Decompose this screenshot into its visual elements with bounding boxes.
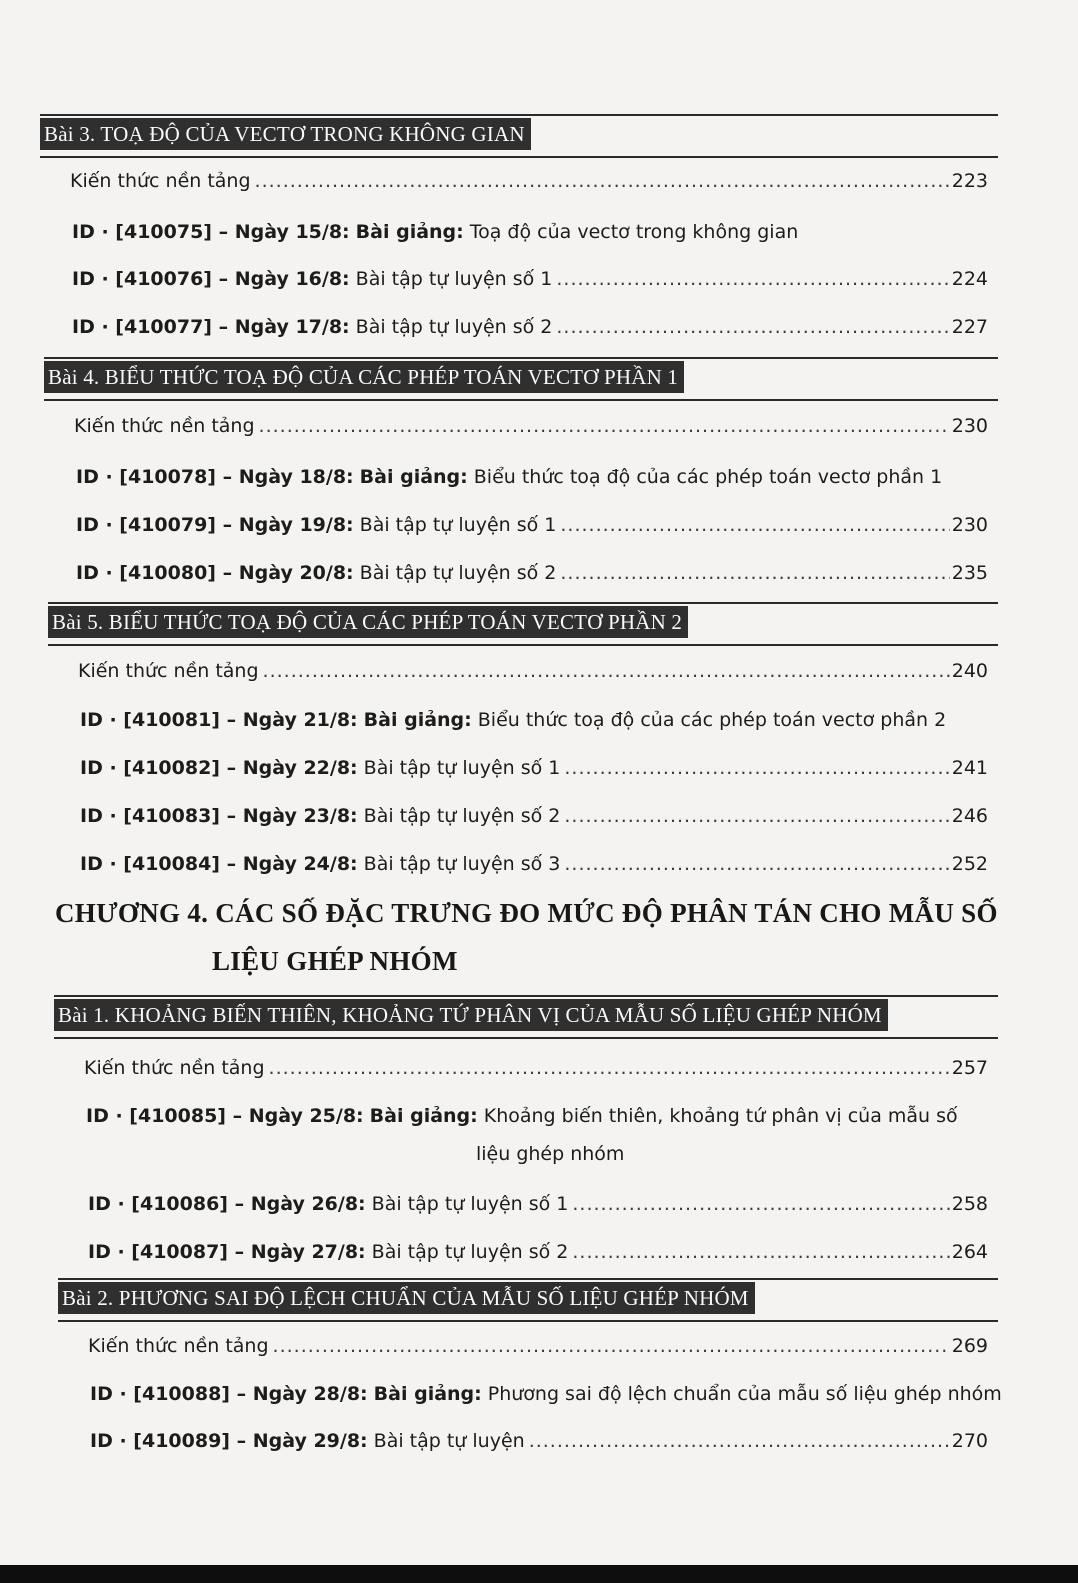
toc-entry [72,266,988,292]
page-number: 258 [951,1193,988,1215]
entry-kind: Bài giảng: [355,221,464,243]
foundation-label: Kiến thức nền tảng [84,1057,265,1079]
entry-id: ID · [410086] – Ngày 26/8: [88,1193,366,1215]
page-number: 269 [951,1335,988,1357]
chapter-title-line2: LIỆU GHÉP NHÓM [212,946,458,976]
page-number: 252 [951,853,988,875]
dot-leader [273,1333,950,1359]
chapter-title-line1: CHƯƠNG 4. CÁC SỐ ĐẶC TRƯNG ĐO MỨC ĐỘ PHÂN TÁN CHO MẪU SỐ [55,898,998,928]
divider [54,995,998,997]
entry-id: ID · [410076] – Ngày 16/8: [72,268,350,290]
divider [54,1037,998,1039]
page-number: 264 [951,1241,988,1263]
entry-kind: Bài giảng: [373,1383,482,1405]
entry-id: ID · [410088] – Ngày 28/8: [90,1383,368,1405]
dot-leader [255,168,950,194]
page-number: 240 [951,660,988,682]
dot-leader [564,851,949,877]
section-title: Bài 5. BIỂU THỨC TOẠ ĐỘ CỦA CÁC PHÉP TOÁN VECTƠ PHẦN 2 [48,606,688,638]
page-number: 241 [951,757,988,779]
divider [48,602,998,604]
entry-title: Bài tập tự luyện số 1 [363,757,561,779]
entry-kind: Bài giảng: [363,709,472,731]
section-title: Bài 2. PHƯƠNG SAI ĐỘ LỆCH CHUẨN CỦA MẪU SỐ LIỆU GHÉP NHÓM [58,1282,755,1314]
divider [40,114,998,116]
entry-id: ID · [410081] – Ngày 21/8: [80,709,358,731]
section-header [44,357,998,401]
foundation-label: Kiến thức nền tảng [70,170,251,192]
page-number: 230 [951,514,988,536]
entry-id: ID · [410077] – Ngày 17/8: [72,316,350,338]
entry-title: Bài tập tự luyện [373,1430,525,1452]
section-title: Bài 1. KHOẢNG BIẾN THIÊN, KHOẢNG TỨ PHÂN VỊ CỦA MẪU SỐ LIỆU GHÉP NHÓM [54,999,888,1031]
page-number: 246 [951,805,988,827]
page-number: 235 [951,562,988,584]
dot-leader [259,413,950,439]
toc-entry [76,560,988,586]
entry-id: ID · [410075] – Ngày 15/8: [72,221,350,243]
dot-leader [564,803,949,829]
divider [40,156,998,158]
divider [44,399,998,401]
toc-entry [80,851,988,877]
toc-entry [80,707,988,733]
entry-title: Toạ độ của vectơ trong không gian [469,221,799,243]
dot-leader [564,755,949,781]
entry-id: ID · [410087] – Ngày 27/8: [88,1241,366,1263]
divider [48,644,998,646]
toc-entry [90,1381,1002,1407]
toc-entry [88,1191,988,1217]
foundation-label: Kiến thức nền tảng [88,1335,269,1357]
foundation-label: Kiến thức nền tảng [74,415,255,437]
toc-entry [88,1239,988,1265]
entry-id: ID · [410084] – Ngày 24/8: [80,853,358,875]
entry-title: Bài tập tự luyện số 2 [363,805,561,827]
dot-leader [269,1055,950,1081]
entry-title: Biểu thức toạ độ của các phép toán vectơ phần 2 [477,709,947,731]
divider [44,357,998,359]
dot-leader [560,560,949,586]
entry-title: Bài tập tự luyện số 1 [355,268,553,290]
foundation-label: Kiến thức nền tảng [78,660,259,682]
dot-leader [263,658,950,684]
dot-leader [556,266,949,292]
page-number: 224 [951,268,988,290]
toc-entry [86,1103,988,1129]
foundation-row [78,658,988,684]
section-header [48,602,998,646]
section-header [40,114,998,158]
toc-entry [72,219,988,245]
toc-entry [80,803,988,829]
entry-title: Phương sai độ lệch chuẩn của mẫu số liệu ghép nhóm [487,1383,1002,1405]
toc-entry [90,1428,988,1454]
entry-title: Bài tập tự luyện số 2 [359,562,557,584]
entry-title-continuation: liệu ghép nhóm [476,1143,625,1165]
foundation-row [74,413,988,439]
entry-title: Khoảng biến thiên, khoảng tứ phân vị của mẫu số [483,1105,958,1127]
foundation-row [70,168,988,194]
section-title: Bài 4. BIỂU THỨC TOẠ ĐỘ CỦA CÁC PHÉP TOÁN VECTƠ PHẦN 1 [44,361,684,393]
dot-leader [572,1239,949,1265]
page-number: 270 [951,1430,988,1452]
entry-kind: Bài giảng: [369,1105,478,1127]
entry-title: Bài tập tự luyện số 2 [371,1241,569,1263]
section-header [58,1278,998,1322]
entry-id: ID · [410078] – Ngày 18/8: [76,466,354,488]
foundation-row [88,1333,988,1359]
dot-leader [556,314,949,340]
section-header [54,995,998,1039]
entry-id: ID · [410082] – Ngày 22/8: [80,757,358,779]
entry-id: ID · [410083] – Ngày 23/8: [80,805,358,827]
foundation-row [84,1055,988,1081]
dot-leader [572,1191,949,1217]
page-number: 227 [951,316,988,338]
divider [58,1320,998,1322]
page-number: 230 [951,415,988,437]
entry-id: ID · [410080] – Ngày 20/8: [76,562,354,584]
entry-kind: Bài giảng: [359,466,468,488]
entry-title: Bài tập tự luyện số 3 [363,853,561,875]
page-number: 223 [951,170,988,192]
entry-title: Bài tập tự luyện số 1 [371,1193,569,1215]
entry-id: ID · [410079] – Ngày 19/8: [76,514,354,536]
page-number: 257 [951,1057,988,1079]
dot-leader [529,1428,950,1454]
entry-title: Bài tập tự luyện số 2 [355,316,553,338]
divider [58,1278,998,1280]
dot-leader [560,512,949,538]
section-title: Bài 3. TOẠ ĐỘ CỦA VECTƠ TRONG KHÔNG GIAN [40,118,531,150]
entry-title: Bài tập tự luyện số 1 [359,514,557,536]
scan-edge [0,1565,1078,1583]
toc-entry [76,512,988,538]
toc-entry [80,755,988,781]
toc-entry [72,314,988,340]
entry-id: ID · [410085] – Ngày 25/8: [86,1105,364,1127]
toc-entry [76,464,988,490]
entry-title: Biểu thức toạ độ của các phép toán vectơ phần 1 [473,466,943,488]
entry-id: ID · [410089] – Ngày 29/8: [90,1430,368,1452]
